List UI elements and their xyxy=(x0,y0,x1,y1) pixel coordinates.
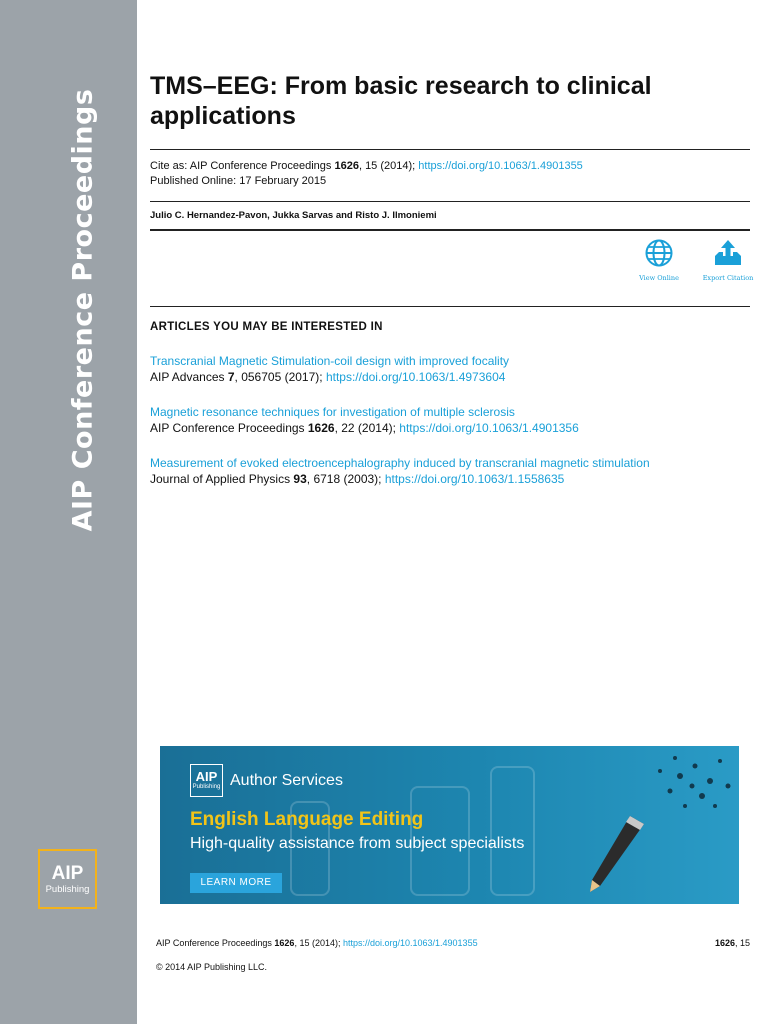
banner-subline: High-quality assistance from subject specialists xyxy=(190,835,525,852)
ref-volume: 7 xyxy=(227,370,235,384)
cite-suffix: , 15 (2014); xyxy=(358,160,419,172)
related-article xyxy=(150,455,750,487)
related-article-title-link[interactable]: Measurement of evoked electroencephalography induced by transcranial magnetic stimulation xyxy=(150,456,650,470)
cite-line xyxy=(150,159,583,174)
banner-aip-logo xyxy=(190,764,223,797)
ref-details: , 22 (2014); xyxy=(334,421,400,435)
divider xyxy=(150,306,750,307)
divider xyxy=(150,149,750,150)
banner-brand: Author Services xyxy=(230,772,343,789)
export-icon xyxy=(711,238,745,268)
aip-publishing-logo[interactable] xyxy=(38,849,97,909)
divider xyxy=(150,201,750,202)
divider xyxy=(150,229,750,231)
related-article-doi-link[interactable]: https://doi.org/10.1063/1.4901356 xyxy=(399,421,579,435)
banner-logo-main: AIP xyxy=(195,769,218,784)
globe-icon xyxy=(644,238,674,268)
footer-volume: 1626 xyxy=(274,938,295,948)
article-doi-link[interactable]: https://doi.org/10.1063/1.4901355 xyxy=(418,160,583,172)
copyright: © 2014 AIP Publishing LLC. xyxy=(156,962,268,972)
published-date: Published Online: 17 February 2015 xyxy=(150,175,327,187)
footer-page-volume: 1626 xyxy=(714,938,735,948)
related-article xyxy=(150,404,750,436)
footer-page-ref xyxy=(715,938,750,948)
view-online-button[interactable] xyxy=(629,238,689,282)
footer-cite-prefix: AIP Conference Proceedings xyxy=(156,938,275,948)
footer-page-suffix: , 15 xyxy=(734,938,750,948)
cite-prefix: Cite as: AIP Conference Proceedings xyxy=(150,160,335,172)
ref-journal: AIP Advances xyxy=(150,370,228,384)
ref-journal: Journal of Applied Physics xyxy=(150,472,294,486)
learn-more-button[interactable]: LEARN MORE xyxy=(190,873,282,893)
related-article xyxy=(150,353,750,385)
related-article-doi-link[interactable]: https://doi.org/10.1063/1.4973604 xyxy=(325,370,506,384)
banner-headline: English Language Editing xyxy=(190,809,424,830)
related-article-ref xyxy=(150,420,750,436)
view-online-label: View Online xyxy=(639,274,679,282)
ref-volume: 1626 xyxy=(307,421,335,435)
banner-logo-sub: Publishing xyxy=(192,784,221,790)
ref-details: , 056705 (2017); xyxy=(234,370,326,384)
article-title: TMS–EEG: From basic research to clinical applications xyxy=(150,72,652,130)
logo-sub-text: Publishing xyxy=(45,884,90,895)
pencil-icon xyxy=(560,746,739,904)
export-citation-label: Export Citation xyxy=(702,274,754,282)
ref-details: , 6718 (2003); xyxy=(306,472,385,486)
related-article-ref xyxy=(150,369,750,385)
author-services-banner[interactable] xyxy=(160,746,739,904)
journal-name-vertical: AIP Conference Proceedings xyxy=(67,88,99,532)
related-heading: ARTICLES YOU MAY BE INTERESTED IN xyxy=(150,321,383,333)
flask-decoration xyxy=(490,766,535,896)
authors: Julio C. Hernandez-Pavon, Jukka Sarvas and Risto J. Ilmoniemi xyxy=(150,210,437,221)
ref-volume: 93 xyxy=(293,472,307,486)
export-citation-button[interactable] xyxy=(698,238,758,282)
related-article-title-link[interactable]: Magnetic resonance techniques for investigation of multiple sclerosis xyxy=(150,405,515,419)
footer-doi-link[interactable]: https://doi.org/10.1063/1.4901355 xyxy=(342,938,478,948)
citation-block xyxy=(150,159,583,189)
sidebar xyxy=(0,0,137,1024)
related-article-doi-link[interactable]: https://doi.org/10.1063/1.1558635 xyxy=(384,472,565,486)
logo-main-text: AIP xyxy=(51,863,84,884)
page-footer xyxy=(156,938,750,948)
related-article-title-link[interactable]: Transcranial Magnetic Stimulation-coil design with improved focality xyxy=(150,354,510,368)
related-article-ref xyxy=(150,471,750,487)
ref-journal: AIP Conference Proceedings xyxy=(150,421,308,435)
cite-volume: 1626 xyxy=(334,160,359,172)
footer-details: , 15 (2014); xyxy=(294,938,343,948)
